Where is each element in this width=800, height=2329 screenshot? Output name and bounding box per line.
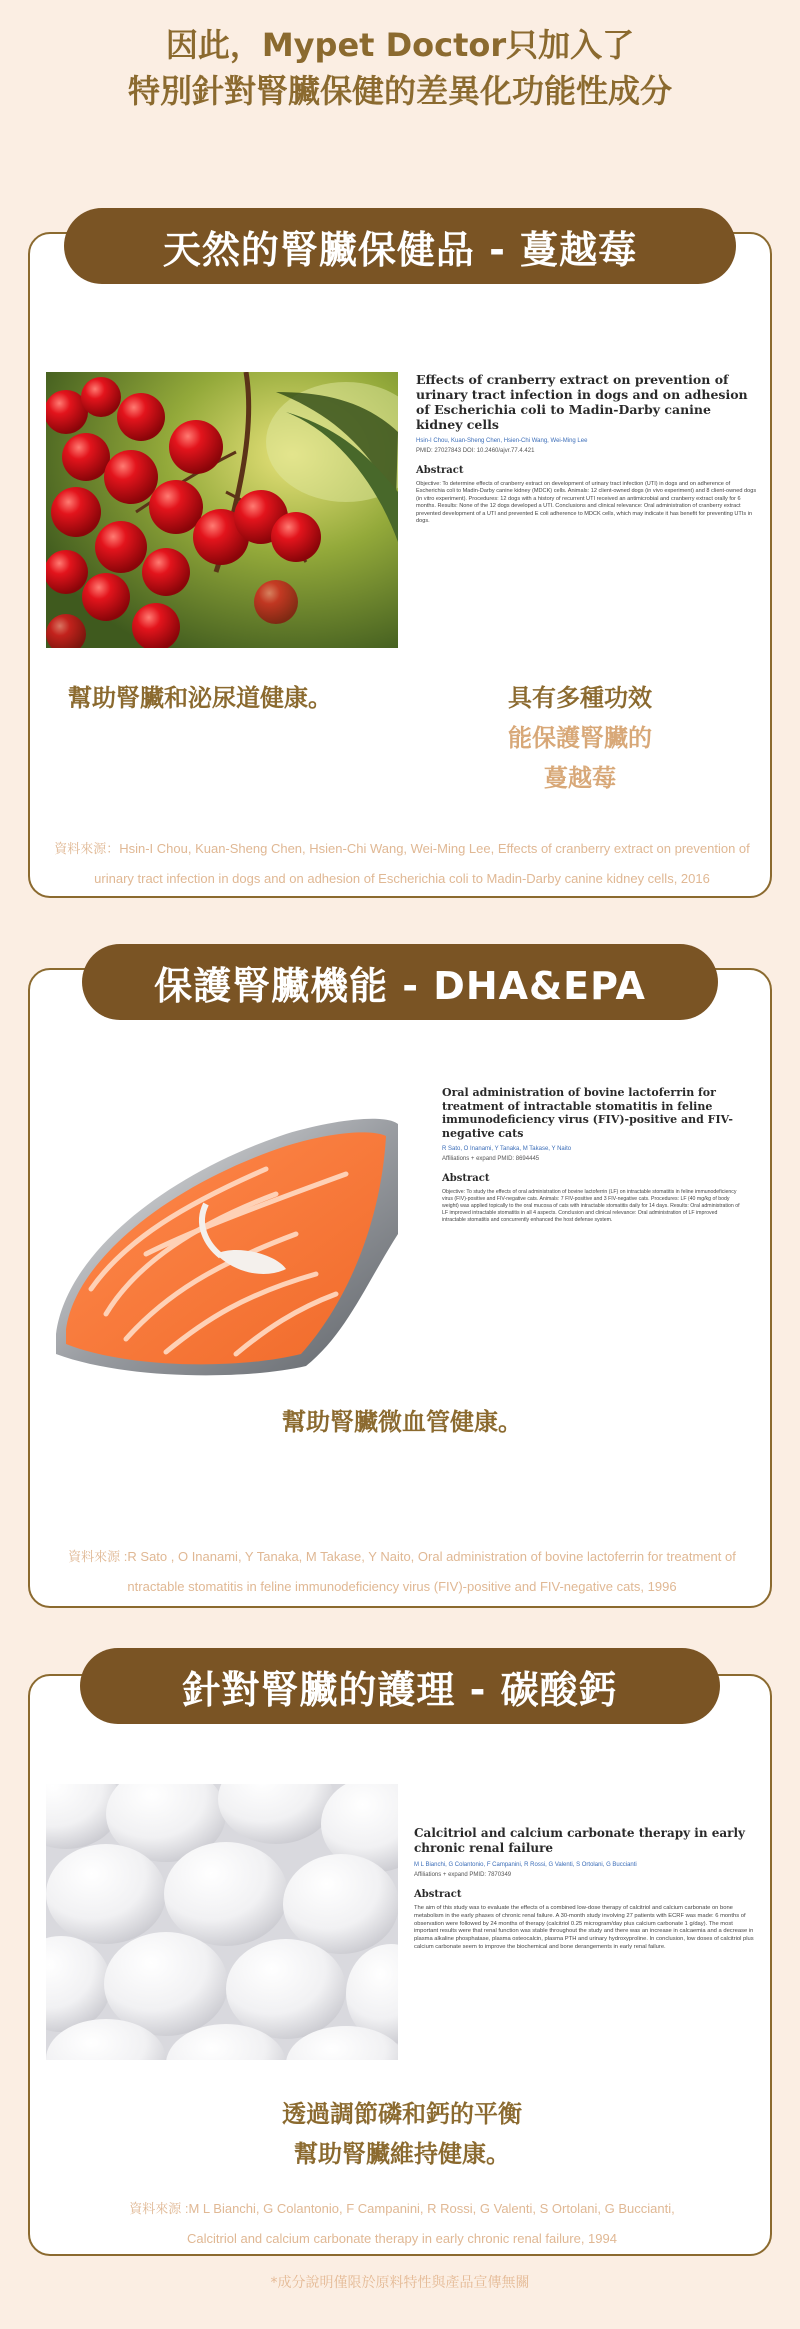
abstract-text: The aim of this study was to evaluate the effects of a combined low-dose therapy of calcitriol and calcium carbonate on bone metabolism in the early phases of chronic renal failure. A 30-month study involving 27 patients with ECRF was made: 6 months of observation were followed by 24 months of therapy (calcitriol 0.25 microgram/day plus calcium carbonate 1 g/day). The most important results were that renal function was stable throughout the study and there was an increase in calcaemia and a decrease in plasma alkaline phosphatase, plasma osteocalcin, plasma PTH and urinary hydroxyproline. In conclusion, low doses of calcitriol plus calcium carbonate seem to improve the biochemical and bone derangements in early renal failure.: [414, 1905, 754, 1950]
study-abstract-lactoferrin: [442, 1086, 742, 1224]
source-line: 資料來源 :R Sato , O Inanami, Y Tanaka, M Takase, Y Naito, Oral administration of bovine lactoferrin for treatment of: [68, 1549, 736, 1564]
benefit-text: [30, 2094, 774, 2174]
cranberry-card: [28, 232, 772, 898]
abstract-text: Objective: To determine effects of cranberry extract on development of urinary tract infection (UTI) in dogs and on adherence of Escherichia coli to Madin-Darby canine kidney (MDCK) cells. Animals: 12 client-owned dogs (in vivo experiment) and 8 client-owned dogs (in vitro experiment). Procedures: 12 dogs with a history of recurrent UTI received an antimicrobial and cranberry extract orally for 6 months. Results: None of the 12 dogs developed a UTI. Conclusions and clinical relevance: Oral administration of cranberry extract prevented development of a UTI and prevented E coli adherence to MDCK cells, which may indicate it has benefit for preventing UTIs in dogs.: [416, 481, 757, 525]
page-headline: [0, 22, 800, 114]
benefit-line: 幫助腎臟維持健康。: [294, 2140, 510, 2168]
benefit-line: 透過調節磷和鈣的平衡: [282, 2100, 522, 2128]
study-authors[interactable]: R Sato, O Inanami, Y Tanaka, M Takase, Y Naito: [442, 1146, 572, 1152]
abstract-heading: Abstract: [442, 1173, 490, 1184]
cranberry-photo-icon: [46, 372, 398, 648]
study-title: Calcitriol and calcium carbonate therapy in early chronic renal failure: [414, 1826, 746, 1855]
study-authors[interactable]: M L Bianchi, G Colantonio, F Campanini, R Rossi, G Valenti, S Ortolani, G Buccianti: [414, 1862, 637, 1868]
study-title: Effects of cranberry extract on prevention of urinary tract infection in dogs and on adhesion of Escherichia coli to Madin-Darby canine kidney cells: [416, 372, 748, 432]
benefit-highlight-line: 具有多種功效: [508, 684, 652, 712]
source-citation: [50, 2194, 754, 2254]
benefit-text: 幫助腎臟微血管健康。: [282, 1408, 522, 1436]
dha-epa-card: [28, 968, 772, 1608]
study-abstract-calcitriol: [414, 1826, 756, 1952]
source-line: Calcitriol and calcium carbonate therapy in early chronic renal failure, 1994: [187, 2231, 617, 2246]
disclaimer-footnote: *成分說明僅限於原料特性與產品宣傳無關: [270, 2275, 530, 2291]
study-ids: Affiliations + expand PMID: 8694445: [442, 1156, 540, 1162]
benefit-highlight-line: 能保護腎臟的: [508, 724, 652, 752]
source-line: 資料來源 :M L Bianchi, G Colantonio, F Campanini, R Rossi, G Valenti, S Ortolani, G Buccianti,: [129, 2201, 675, 2216]
benefit-highlight-line: 蔓越莓: [544, 764, 616, 792]
salmon-photo: [46, 1104, 398, 1380]
benefit-text: 幫助腎臟和泌尿道健康。: [68, 684, 332, 712]
abstract-text: Objective: To study the effects of oral administration of bovine lactoferrin (LF) on intractable stomatitis in feline immunodeficiency virus (FIV)-positive and FIV-negative cats. Animals: 7 FIV-positive and 3 FIV-negative cats. Procedures: LF (40 mg/kg of body weight) was applied topically to the oral mucosa of cats with intractable stomatitis daily for 14 days. Results: Oral administration of LF improved intractable stomatitis in all 4 aspects. Conclusion and clinical relevance: Oral administration of LF improved intractable stomatitis and concurrently enhanced the host defense system.: [442, 1189, 740, 1223]
cranberry-photo: [46, 372, 398, 648]
benefit-highlight: [460, 678, 700, 798]
section-title-calcium: 針對腎臟的護理 - 碳酸鈣: [80, 1648, 720, 1724]
eggs-photo-icon: [46, 1784, 398, 2060]
salmon-steak-photo-icon: [46, 1104, 398, 1380]
source-citation: [50, 1542, 754, 1602]
calcium-card: [28, 1674, 772, 2256]
abstract-heading: Abstract: [414, 1889, 462, 1900]
eggs-photo: [46, 1784, 398, 2060]
source-citation: [50, 834, 754, 894]
study-ids: Affiliations + expand PMID: 7870349: [414, 1872, 512, 1878]
headline-line-2: 特別針對腎臟保健的差異化功能性成分: [127, 72, 672, 110]
study-abstract-cranberry: [416, 372, 758, 525]
source-line: 資料來源：Hsin-I Chou, Kuan-Sheng Chen, Hsien-Chi Wang, Wei-Ming Lee, Effects of cranberry extract on prevention of: [54, 841, 750, 856]
source-line: urinary tract infection in dogs and on adhesion of Escherichia coli to Madin-Darby canine kidney cells, 2016: [94, 871, 710, 886]
headline-line-1: 因此，Mypet Doctor只加入了: [165, 26, 635, 64]
source-line: ntractable stomatitis in feline immunodeficiency virus (FIV)-positive and FIV-negative cats, 1996: [127, 1579, 677, 1594]
section-title-cranberry: 天然的腎臟保健品 - 蔓越莓: [64, 208, 736, 284]
section-title-dha-epa: 保護腎臟機能 - DHA&EPA: [82, 944, 718, 1020]
study-title: Oral administration of bovine lactoferrin for treatment of intractable stomatitis in feline immunodeficiency virus (FIV)-positive and FIV-negative cats: [442, 1086, 733, 1140]
abstract-heading: Abstract: [416, 465, 464, 476]
study-ids: PMID: 27027843 DOI: 10.2460/ajvr.77.4.421: [416, 448, 535, 454]
study-authors[interactable]: Hsin-I Chou, Kuan-Sheng Chen, Hsien-Chi Wang, Wei-Ming Lee: [416, 438, 588, 444]
